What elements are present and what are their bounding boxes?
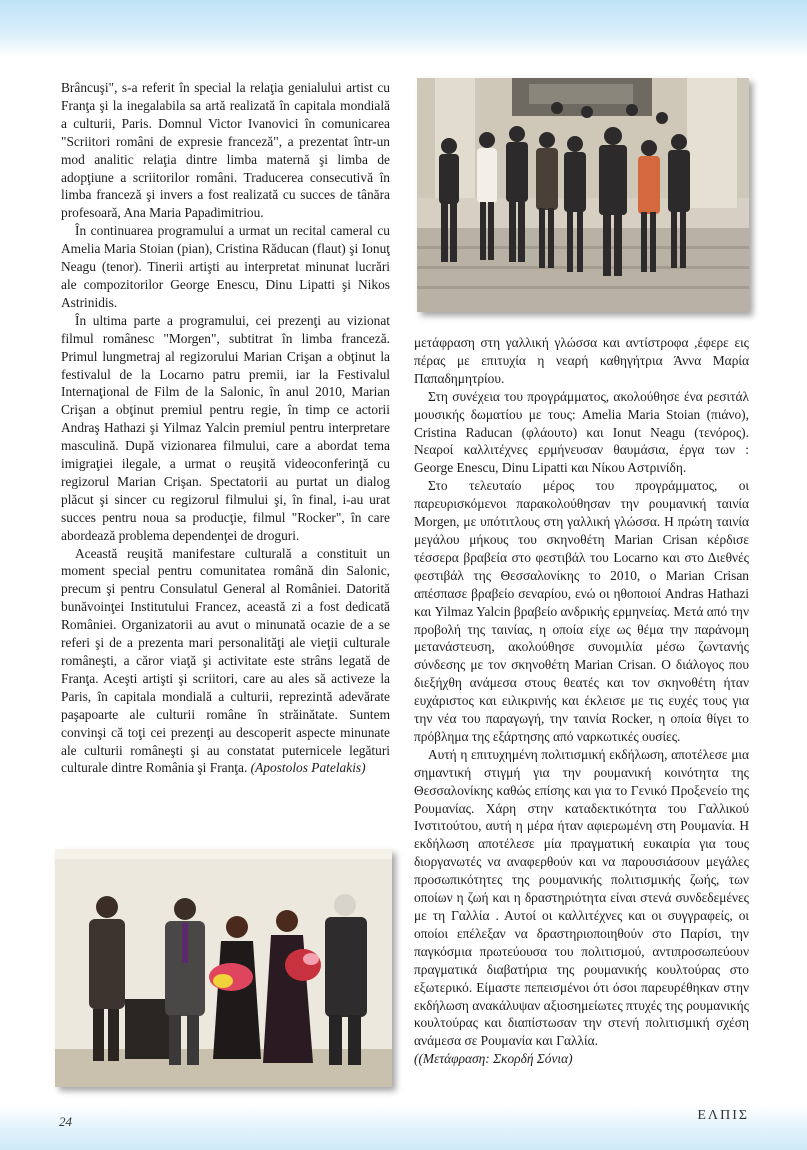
group-photo	[417, 78, 749, 312]
gr-paragraph-2: Στη συνέχεια του προγράμματος, ακολούθησε ένα ρεσιτάλ μουσικής δωματίου με τους: Amelia Maria Stoian (πιάνο), Cristina Raducan (φλάουτο) και Ionut Neagu (τενόρος). Νεαροί καλλιτέχνες ερμήνευσαν θαυμάσια, έργα των : George Enescu, Dinu Lipatti και Νίκου Αστρινίδη.	[414, 388, 749, 476]
ro-paragraph-4-text: Această reuşită manifestare culturală a constituit un moment special pentru comunitatea română din Salonic, precum şi pentru Consulatul General al României. Datorită bunăvoinţei Institutului Francez, această zi a fost dedicată României. Organizatorii au avut o minunată ocazie de a se referi şi de a prezenta mari personalităţi ale vieţii culturale româneşti, a căror viaţă şi activitate este strâns legată de Franţa. Aceşti artişti şi scriitori, care au ales să activeze la Paris, în capitala mondială a culturii, reprezintă adevărate paşapoarte ale culturii române în străinătate. Suntem convinşi că toţi cei prezenţi au descoperit aspecte minunate ale culturii româneşti şi au constatat puternicele legături culturale dintre România şi Franţa.	[61, 545, 390, 776]
performers-photo-image	[55, 849, 392, 1087]
gr-paragraph-3: Στο τελευταίο μέρος του προγράμματος, οι παρευρισκόμενοι παρακολούθησαν την ρουμανική ταινία Morgen, με υπότιτλους στη γαλλική γλώσσα. Η πρώτη ταινία μεγάλου μήκους του σκηνοθέτη Marian Crisan κέρδισε τέσσερα βραβεία στο φεστιβάλ του Locarno και στο Διεθνές φεστιβάλ της Θεσσαλονίκης το 2010, ο Marian Crisan απέσπασε βραβείο σεναρίου, ενώ οι ηθοποιοί Andras Hathazi και Yilmaz Yalcin βραβείο ανδρικής ερμηνείας. Μετά από την προβολή της ταινίας, η οποία είχε ως θέμα την παράνομη μετανάστευση, ακολούθησε συνομιλία μέσω ζωντανής σύνδεσης με τον σκηνοθέτη Marian Crisan. Ο διάλογος που διεξήχθη ανάμεσα στους θεατές και τον σκηνοθέτη ήταν ευχάριστος και ειλικρινής και έκλεισε με τις ευχές τους για την νέα του παραγωγή, την ταινία Rocker, η οποία θίγει το πρόβλημα της εξάρτησης από ναρκωτικές ουσίες.	[414, 478, 749, 744]
article-greek-column	[414, 334, 749, 1068]
gr-author-text: ((Μετάφραση: Σκορδή Σόνια)	[414, 1051, 573, 1067]
gr-author	[414, 1050, 749, 1068]
article-romanian-column	[61, 79, 390, 777]
group-photo-image	[417, 78, 749, 312]
ro-author: (Apostolos Patelakis)	[250, 760, 366, 776]
magazine-title: ΕΛΠΙΣ	[697, 1108, 749, 1123]
footer-band	[0, 1106, 807, 1150]
header-band	[0, 0, 807, 58]
page-number: 24	[59, 1114, 72, 1129]
ro-paragraph-2: În continuarea programului a urmat un recital cameral cu Amelia Maria Stoian (pian), Cristina Răducan (flaut) şi Ionuţ Neagu (tenor). Tinerii artişti au interpretat minunat lucrări ale compozitorilor George Enescu, Dinu Lipatti şi Nikos Astrinidis.	[61, 223, 390, 310]
gr-paragraph-4: Αυτή η επιτυχημένη πολιτισμική εκδήλωση, αποτέλεσε μια σημαντική στιγμή για την ρουμανική κοινότητα της Θεσσαλονίκης καθώς επίσης και για το Γενικό Προξενείο της Ρουμανίας. Χάρη στην καταδεκτικότητα του Γαλλικού Ινστιτούτου, αυτή η μέρα ήταν αφιερωμένη στη Ρουμανία. Η εκδήλωση αποτέλεσε μία πραγματική ευκαιρία για τους διοργανωτές να αναφερθούν και να παρουσιάσουν μεγάλες προσωπικότητες της ρουμανικής πολιτισμικής ζωής, των οποίων η ζωή και η δραστηριότητα είναι στενά συνδεδεμένες με τη Γαλλία . Αυτοί οι καλλιτέχνες και οι συγγραφείς, οι οποίοι επέλεξαν να δραστηριοποιηθούν στο Παρίσι, την παγκόσμια πρωτεύουσα του πολιτισμού, αντιπροσωπεύουν πραγματικά διαβατήρια της ρουμανικής κουλτούρας στο εξωτερικό. Είμαστε πεπεισμένοι ότι όσοι παρευρέθηκαν στην εκδήλωση ανακάλυψαν αξιοσημείωτες πτυχές της ρουμανικής κουλτούρας και διαπίστωσαν την στενή πολιτισμική σχέση ανάμεσα σε Ρουμανία και Γαλλία.	[414, 746, 749, 1049]
performers-photo	[55, 849, 392, 1087]
ro-paragraph-1: Brâncuşi", s-a referit în special la relaţia genialului artist cu Franţa şi la inegalabila sa artă realizată în capitala mondială a culturii, Paris. Domnul Victor Ivanovici în comunicarea "Scriitori români de expresie franceză", a prezentat într-un mod analitic relaţia dintre limba maternă şi limba de adopţiune a scriitorilor români. Traducerea consecutivă în limba franceză şi invers a fost realizată cu succes de tânăra profesoară, Ana Maria Papadimitriou.	[61, 80, 390, 221]
gr-paragraph-1: μετάφραση στη γαλλική γλώσσα και αντίστροφα ,έφερε εις πέρας με επιτυχία η νεαρή καθηγήτρια Άννα Μαρία Παπαδημητρίου.	[414, 335, 749, 386]
ro-paragraph-4	[61, 545, 390, 778]
ro-paragraph-3: În ultima parte a programului, cei prezenţi au vizionat filmul românesc "Morgen", subtitrat în limba franceză. Primul lungmetraj al regizorului Marian Crişan a obţinut la festivalul de la Locarno patru premii, iar la Festivalul Internaţional de Film de la Salonic, în anul 2010, Marian Crişan a obţinut premiul pentru regie, în timp ce actorii Andraş Hathazi şi Yilmaz Yalcin premiul pentru interpretare masculină. După vizionarea filmului, care a abordat tema imigraţiei ilegale, a urmat o reuşită videoconferinţă cu regizorul Marian Crişan. Spectatorii au purtat un dialog plăcut şi sincer cu regizorul filmului şi, în final, i-au urat succes pentru noua sa producţie, filmul "Rocker", în care abordează problema dependenţei de droguri.	[61, 312, 390, 543]
